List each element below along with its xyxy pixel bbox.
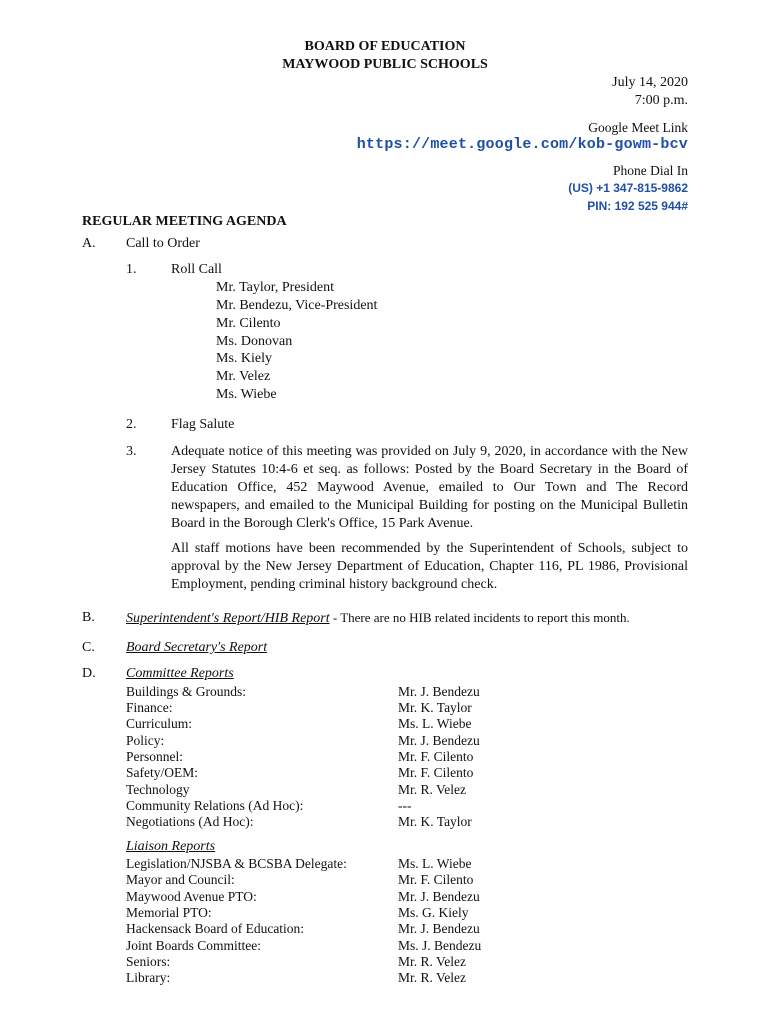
liaison-member: Ms. J. Bendezu <box>398 938 482 953</box>
item-3-number: 3. <box>126 444 137 459</box>
liaison-name: Maywood Avenue PTO: <box>126 889 257 904</box>
meet-link[interactable]: https://meet.google.com/kob-gowm-bcv <box>356 136 688 153</box>
committee-name: Policy: <box>126 733 165 748</box>
roll-call-member: Ms. Wiebe <box>216 387 277 402</box>
flag-salute-label: Flag Salute <box>171 417 235 432</box>
meeting-date: July 14, 2020 <box>612 75 688 90</box>
meet-link-label: Google Meet Link <box>588 120 688 135</box>
committee-member: Mr. J. Bendezu <box>398 733 480 748</box>
roll-call-member: Mr. Bendezu, Vice-President <box>216 298 378 313</box>
board-secretary-report-title: Board Secretary's Report <box>126 640 268 655</box>
liaison-name: Joint Boards Committee: <box>126 938 261 953</box>
committee-member: Mr. F. Cilento <box>398 749 474 764</box>
committee-member: Mr. K. Taylor <box>398 814 472 829</box>
meeting-notice-paragraph: Adequate notice of this meeting was provided on July 9, 2020, in accordance with the New Jersey Statutes 10:4-6 et seq. as follows: Posted by the Board Secretary in the Board of Education Office, 452 Maywood Avenue, emailed to Our Town and The Record newspapers, and emailed to the Municipal Building for posting on the Municipal Bulletin Board in the Borough Clerk's Office, 15 Park Avenue. <box>171 444 688 531</box>
committee-name: Curriculum: <box>126 716 192 731</box>
committee-name: Negotiations (Ad Hoc): <box>126 814 254 829</box>
liaison-name: Hackensack Board of Education: <box>126 921 305 936</box>
item-2-number: 2. <box>126 417 137 432</box>
section-c-letter: C. <box>82 640 95 655</box>
liaison-member: Ms. L. Wiebe <box>398 856 472 871</box>
committee-name: Community Relations (Ad Hoc): <box>126 798 304 813</box>
hib-report-note: - There are no HIB related incidents to report this month. <box>329 610 630 625</box>
committee-name: Technology <box>126 782 190 797</box>
roll-call-member: Mr. Taylor, President <box>216 280 334 295</box>
meeting-time: 7:00 p.m. <box>634 93 688 108</box>
committee-name: Buildings & Grounds: <box>126 684 247 699</box>
liaison-name: Legislation/NJSBA & BCSBA Delegate: <box>126 856 347 871</box>
roll-call-member: Mr. Velez <box>216 369 271 384</box>
liaison-member: Mr. J. Bendezu <box>398 889 480 904</box>
org-name-line1: BOARD OF EDUCATION <box>304 39 466 54</box>
roll-call-member: Mr. Cilento <box>216 316 281 331</box>
liaison-member: Mr. J. Bendezu <box>398 921 480 936</box>
liaison-member: Mr. R. Velez <box>398 970 466 985</box>
roll-call-label: Roll Call <box>171 262 222 277</box>
section-b-letter: B. <box>82 610 95 625</box>
liaison-member: Mr. R. Velez <box>398 954 466 969</box>
section-b-line <box>126 609 630 628</box>
liaison-reports-title: Liaison Reports <box>126 839 216 854</box>
section-d-letter: D. <box>82 666 96 681</box>
committee-name: Safety/OEM: <box>126 765 198 780</box>
dial-in-pin: PIN: 192 525 944# <box>587 199 688 213</box>
section-a-label: Call to Order <box>126 236 200 251</box>
committee-member: Mr. R. Velez <box>398 782 466 797</box>
superintendent-report-title: Superintendent's Report/HIB Report <box>126 611 330 626</box>
staff-motions-paragraph: All staff motions have been recommended by the Superintendent of Schools, subject to approval by the New Jersey Department of Education, Chapter 116, PL 1986, Provisional Employment, pending criminal history background check. <box>171 541 688 592</box>
liaison-name: Library: <box>126 970 171 985</box>
agenda-title: REGULAR MEETING AGENDA <box>82 214 287 229</box>
committee-member: Ms. L. Wiebe <box>398 716 472 731</box>
liaison-member: Mr. F. Cilento <box>398 872 474 887</box>
committee-member: Mr. F. Cilento <box>398 765 474 780</box>
committee-member: --- <box>398 798 412 813</box>
dial-in-label: Phone Dial In <box>613 163 688 178</box>
dial-in-number: (US) +1 347-815-9862 <box>568 181 688 195</box>
org-name-line2: MAYWOOD PUBLIC SCHOOLS <box>282 57 488 72</box>
roll-call-member: Ms. Donovan <box>216 334 293 349</box>
committee-name: Personnel: <box>126 749 183 764</box>
liaison-name: Memorial PTO: <box>126 905 212 920</box>
liaison-member: Ms. G. Kiely <box>398 905 469 920</box>
liaison-name: Seniors: <box>126 954 171 969</box>
committee-name: Finance: <box>126 700 173 715</box>
committee-member: Mr. K. Taylor <box>398 700 472 715</box>
item-1-number: 1. <box>126 262 137 277</box>
committee-reports-title: Committee Reports <box>126 666 234 681</box>
committee-member: Mr. J. Bendezu <box>398 684 480 699</box>
roll-call-member: Ms. Kiely <box>216 351 272 366</box>
liaison-name: Mayor and Council: <box>126 872 235 887</box>
section-a-letter: A. <box>82 236 96 251</box>
